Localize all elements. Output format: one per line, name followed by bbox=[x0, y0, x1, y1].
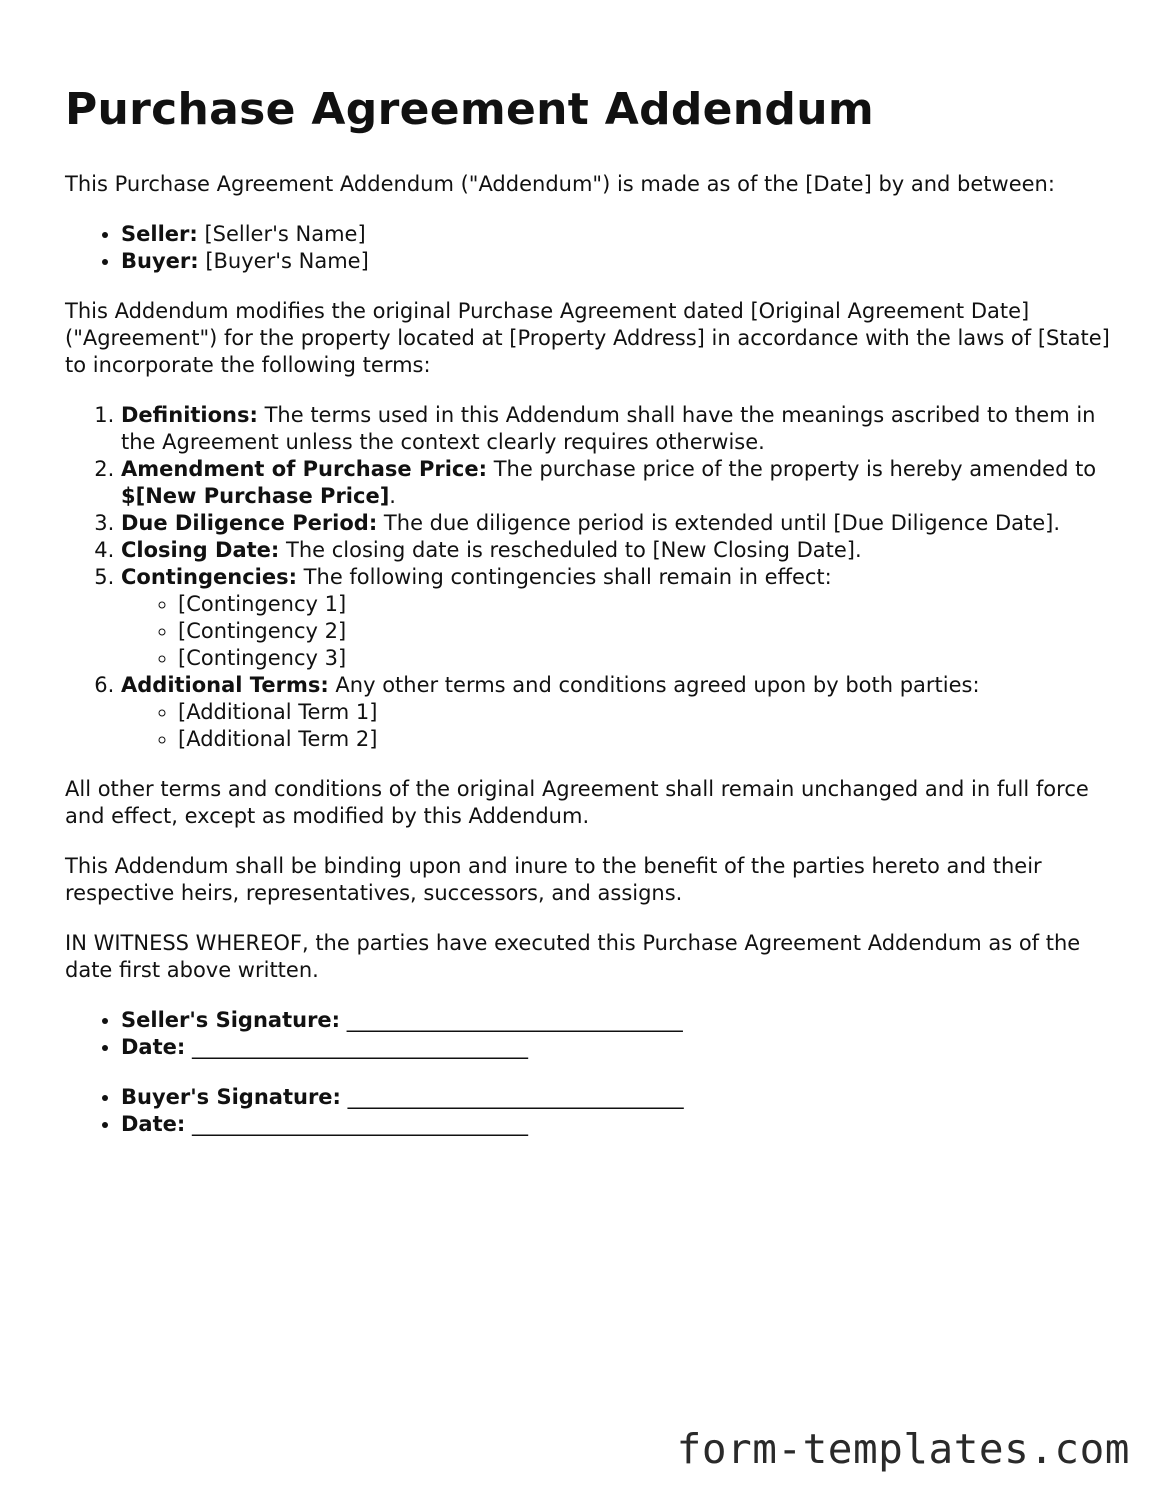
term-additional-terms bbox=[121, 672, 1110, 753]
seller-signature-block bbox=[65, 1007, 1110, 1061]
contingency-item: ◦ [Contingency 2] bbox=[178, 618, 1110, 645]
witness-paragraph: IN WITNESS WHEREOF, the parties have executed this Purchase Agreement Addendum as of the date first above written. bbox=[65, 931, 1081, 982]
term-label: Closing Date: bbox=[121, 538, 280, 562]
buyer-signature-field[interactable] bbox=[121, 1084, 1110, 1111]
term-text: The terms used in this Addendum shall have the meanings ascribed to them in the Agreement unless the context clearly requires otherwise. bbox=[121, 403, 1096, 454]
modifies-paragraph: This Addendum modifies the original Purchase Agreement dated [Original Agreement Date] ("Agreement") for the property located at [Property Address] in accordance with the laws of [State] to incorporate the following terms: bbox=[65, 299, 1110, 377]
term-text: The purchase price of the property is hereby amended to bbox=[487, 457, 1097, 481]
date-line: ________________________________ bbox=[185, 1035, 528, 1059]
term-definitions bbox=[121, 402, 1110, 456]
term-contingencies bbox=[121, 564, 1110, 672]
additional-term-item: ◦ [Additional Term 1] bbox=[178, 699, 1110, 726]
buyer-date-field[interactable] bbox=[121, 1111, 1110, 1138]
party-value: [Seller's Name] bbox=[197, 222, 366, 246]
party-label: Seller: bbox=[121, 222, 198, 246]
term-label: Definitions: bbox=[121, 403, 258, 427]
signature-line: ________________________________ bbox=[340, 1085, 684, 1109]
buyer-signature-block bbox=[65, 1084, 1110, 1138]
parties-list bbox=[65, 221, 1110, 275]
term-label: Contingencies: bbox=[121, 565, 297, 589]
date-line: ________________________________ bbox=[185, 1112, 528, 1136]
additional-terms-sublist bbox=[121, 699, 1110, 753]
party-seller bbox=[121, 221, 1110, 248]
signature-line: ________________________________ bbox=[340, 1008, 683, 1032]
party-value: [Buyer's Name] bbox=[198, 249, 369, 273]
term-text: The following contingencies shall remain in effect: bbox=[297, 565, 832, 589]
party-buyer bbox=[121, 248, 1110, 275]
term-label: Amendment of Purchase Price: bbox=[121, 457, 488, 481]
signature-label: Buyer's Signature: bbox=[121, 1085, 341, 1109]
unchanged-terms-paragraph: All other terms and conditions of the original Agreement shall remain unchanged and in full force and effect, except as modified by this Addendum. bbox=[65, 777, 1089, 828]
seller-signature-field[interactable] bbox=[121, 1007, 1110, 1034]
term-closing-date bbox=[121, 537, 1110, 564]
term-label: Due Diligence Period: bbox=[121, 511, 378, 535]
date-label: Date: bbox=[121, 1112, 186, 1136]
terms-list bbox=[65, 402, 1110, 753]
contingency-item: ◦ [Contingency 3] bbox=[178, 645, 1110, 672]
new-price-placeholder: $[New Purchase Price] bbox=[121, 484, 390, 508]
term-due-diligence bbox=[121, 510, 1110, 537]
party-label: Buyer: bbox=[121, 249, 199, 273]
document-title: Purchase Agreement Addendum bbox=[65, 84, 874, 135]
term-text: Any other terms and conditions agreed upon by both parties: bbox=[328, 673, 980, 697]
term-text: The due diligence period is extended until [Due Diligence Date]. bbox=[377, 511, 1061, 535]
date-label: Date: bbox=[121, 1035, 186, 1059]
site-watermark: form-templates.com bbox=[676, 1425, 1130, 1473]
term-purchase-price bbox=[121, 456, 1110, 510]
signature-label: Seller's Signature: bbox=[121, 1008, 341, 1032]
binding-paragraph: This Addendum shall be binding upon and inure to the benefit of the parties hereto and their respective heirs, representatives, successors, and assigns. bbox=[65, 854, 1042, 905]
contingencies-sublist bbox=[121, 591, 1110, 672]
document-page bbox=[65, 84, 1110, 1161]
term-text: The closing date is rescheduled to [New Closing Date]. bbox=[279, 538, 862, 562]
intro-paragraph: This Purchase Agreement Addendum ("Addendum") is made as of the [Date] by and between: bbox=[65, 172, 1055, 196]
contingency-item: ◦ [Contingency 1] bbox=[178, 591, 1110, 618]
term-text-end: . bbox=[389, 484, 396, 508]
seller-date-field[interactable] bbox=[121, 1034, 1110, 1061]
additional-term-item: ◦ [Additional Term 2] bbox=[178, 726, 1110, 753]
term-label: Additional Terms: bbox=[121, 673, 329, 697]
